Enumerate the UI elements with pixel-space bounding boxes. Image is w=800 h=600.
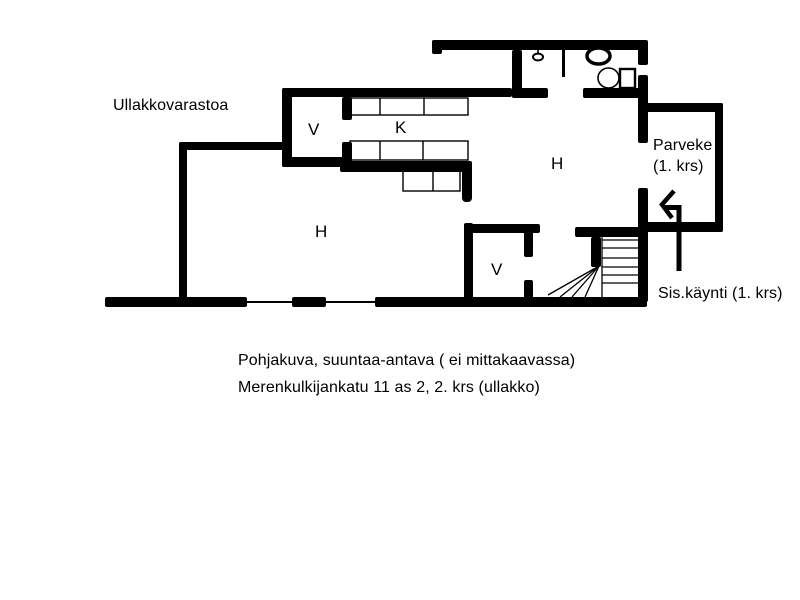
wall-right-stairs — [638, 230, 648, 302]
wall-balcony-right — [715, 103, 723, 232]
wall-top — [432, 40, 647, 50]
wall-kv-top — [282, 88, 512, 97]
wall-balcony-bottom — [645, 222, 723, 232]
closet-lower-label: V — [491, 260, 503, 279]
closet-upper-label: V — [308, 120, 320, 139]
cabinet-row-upper — [348, 98, 468, 115]
sink-icon — [587, 48, 610, 64]
wall-bath-bottom-left — [512, 88, 548, 98]
wall-left — [179, 142, 187, 302]
wall-stairs-inner — [591, 237, 601, 267]
attic-storage-label: Ullakkovarastoa — [113, 97, 229, 114]
kitchen-label: K — [395, 118, 407, 137]
wall-closet-lower-stub-b — [524, 280, 533, 298]
wall-bottom-right — [375, 297, 647, 307]
wall-closet-lower-stub-a — [524, 227, 533, 257]
wall-balcony-top — [645, 103, 723, 112]
toilet-bowl-icon — [598, 68, 619, 88]
wall-closet-upper-left — [282, 88, 292, 167]
caption-line2: Merenkulkijankatu 11 as 2, 2. krs (ullakko) — [238, 379, 540, 396]
wall-bottom-left — [105, 297, 247, 307]
wall-right-upper — [638, 40, 648, 65]
hall-main-label: H — [551, 154, 564, 173]
cabinet-island — [403, 171, 460, 191]
stair-winder-line — [572, 266, 599, 297]
toilet-tank-icon — [620, 69, 635, 88]
wall-bath-bottom-right — [583, 88, 640, 98]
stair-winder-line — [560, 266, 599, 297]
caption-line1: Pohjakuva, suuntaa-antava ( ei mittakaavassa) — [238, 352, 576, 369]
wall-bottom-mid — [292, 297, 326, 307]
arrow-head — [662, 191, 674, 218]
wall-shower-partition — [562, 50, 565, 77]
wall-attic-divider — [179, 142, 287, 150]
kitchen-cabinets — [348, 98, 468, 191]
hall-lower-label: H — [315, 222, 328, 241]
bathroom-fixtures — [533, 45, 635, 88]
wall-closet-upper-stub-a — [342, 97, 352, 120]
balcony-label-line2: (1. krs) — [653, 158, 704, 175]
cabinet-row-lower — [350, 141, 468, 160]
wall-top-left-stub — [432, 40, 442, 54]
wall-kitchen-corner-down — [462, 161, 472, 202]
balcony-label-line1: Parveke — [653, 137, 713, 154]
wall-closet-lower-left — [464, 223, 473, 307]
entrance-label: Sis.käynti (1. krs) — [658, 285, 783, 302]
stair-winder-line — [548, 266, 599, 295]
wall-stairs-top — [575, 227, 647, 237]
